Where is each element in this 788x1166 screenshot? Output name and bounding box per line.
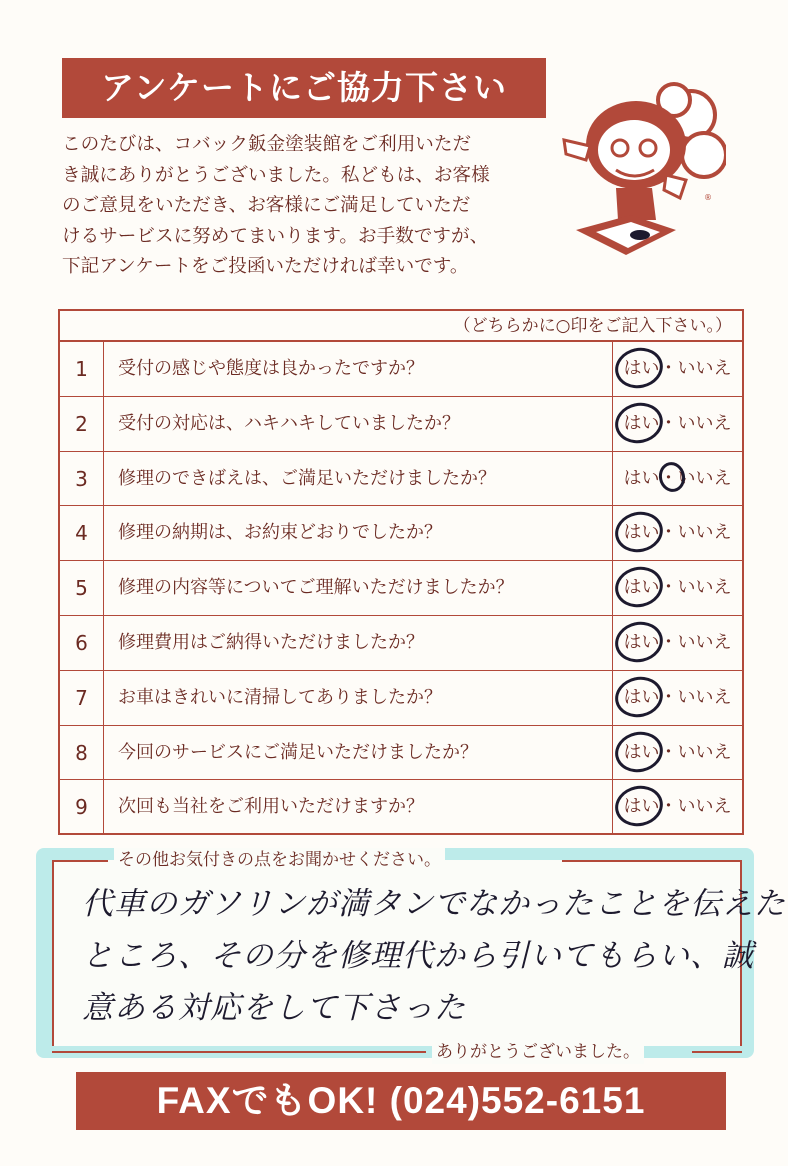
answer-choice[interactable] (612, 397, 742, 451)
question-text: 次回も当社をご利用いただけますか？ (118, 796, 424, 818)
question-text: 今回のサービスにご満足いただけましたか？ (118, 741, 478, 763)
answer-options: はい・いいえ (623, 467, 732, 489)
question-text: 修理の内容等についてご理解いただけましたか？ (118, 577, 514, 599)
intro-text (62, 130, 556, 283)
circle-mark-icon (611, 727, 666, 776)
question-text: 修理費用はご納得いただけましたか？ (118, 631, 424, 653)
answer-options: はい・いいえ (623, 577, 732, 599)
intro-line: このたびは、コバック鈑金塗装館をご利用いただ (62, 134, 472, 155)
handwritten-line: ところ、その分を修理代から引いてもらい、誠 (82, 938, 754, 974)
answer-options: はい・いいえ (623, 796, 732, 818)
survey-instruction: （どちらかに○印をご記入下さい。） (60, 311, 742, 342)
handwritten-comment (82, 878, 786, 1034)
answer-choice[interactable] (612, 561, 742, 615)
question-number: 6 (60, 616, 104, 670)
page-title: アンケートにご協力下さい (62, 58, 546, 118)
answer-choice[interactable] (612, 342, 742, 396)
question-row (60, 397, 742, 452)
question-text: 修理のできばえは、ご満足いただけましたか？ (118, 467, 496, 489)
answer-options: はい・いいえ (623, 412, 732, 434)
survey-table (58, 309, 744, 835)
answer-choice[interactable] (612, 452, 742, 506)
question-text: お車はきれいに清掃してありましたか？ (118, 686, 442, 708)
question-number: 1 (60, 342, 104, 396)
question-row (60, 671, 742, 726)
question-number: 9 (60, 780, 104, 835)
question-row (60, 452, 742, 507)
question-number: 7 (60, 671, 104, 725)
answer-options: はい・いいえ (623, 358, 732, 379)
question-row (60, 780, 742, 835)
intro-line: けるサービスに努めてまいります。お手数ですが、 (62, 225, 489, 247)
fax-banner: FAXでもOK! (024)552-6151 (76, 1072, 726, 1130)
question-text: 修理の納期は、お約束どおりでしたか？ (118, 522, 442, 544)
answer-options: はい・いいえ (623, 631, 732, 653)
question-text: 受付の感じや態度は良かったですか？ (118, 358, 424, 379)
question-text: 受付の対応は、ハキハキしていましたか？ (118, 412, 460, 434)
thanks-text: ありがとうございました。 (432, 1040, 644, 1064)
question-number: 5 (60, 561, 104, 615)
circle-mark-icon (611, 508, 666, 557)
circle-mark-icon (611, 398, 666, 447)
answer-choice[interactable] (612, 671, 742, 725)
handwritten-line: 代車のガソリンが満タンでなかったことを伝えた (82, 886, 786, 922)
circle-mark-icon (611, 672, 666, 721)
intro-line: き誠にありがとうございました。私どもは、お客様 (62, 164, 490, 186)
handwritten-line: 意ある対応をして下さった (82, 990, 466, 1026)
circle-mark-icon (611, 343, 666, 392)
question-number: 4 (60, 506, 104, 560)
question-row (60, 342, 742, 397)
question-number: 3 (60, 452, 104, 506)
answer-choice[interactable] (612, 726, 742, 780)
question-row (60, 506, 742, 561)
answer-options: はい・いいえ (623, 741, 732, 763)
svg-text:®: ® (704, 193, 712, 202)
question-row (60, 616, 742, 671)
answer-options: はい・いいえ (623, 522, 732, 544)
answer-choice[interactable] (612, 506, 742, 560)
question-number: 2 (60, 397, 104, 451)
intro-line: のご意見をいただき、お客様にご満足していただ (62, 195, 471, 216)
circle-mark-icon (611, 563, 666, 612)
comment-label: その他お気付きの点をお聞かせください。 (114, 848, 445, 872)
answer-choice[interactable] (612, 616, 742, 670)
intro-line: 下記アンケートをご投函いただければ幸いです。 (62, 256, 469, 277)
mascot-character-icon (556, 70, 726, 260)
circle-mark-icon (611, 617, 666, 666)
question-row (60, 726, 742, 781)
answer-choice[interactable] (612, 780, 742, 835)
circle-mark-icon (611, 782, 666, 831)
answer-options: はい・いいえ (623, 686, 732, 708)
question-number: 8 (60, 726, 104, 780)
question-row (60, 561, 742, 616)
